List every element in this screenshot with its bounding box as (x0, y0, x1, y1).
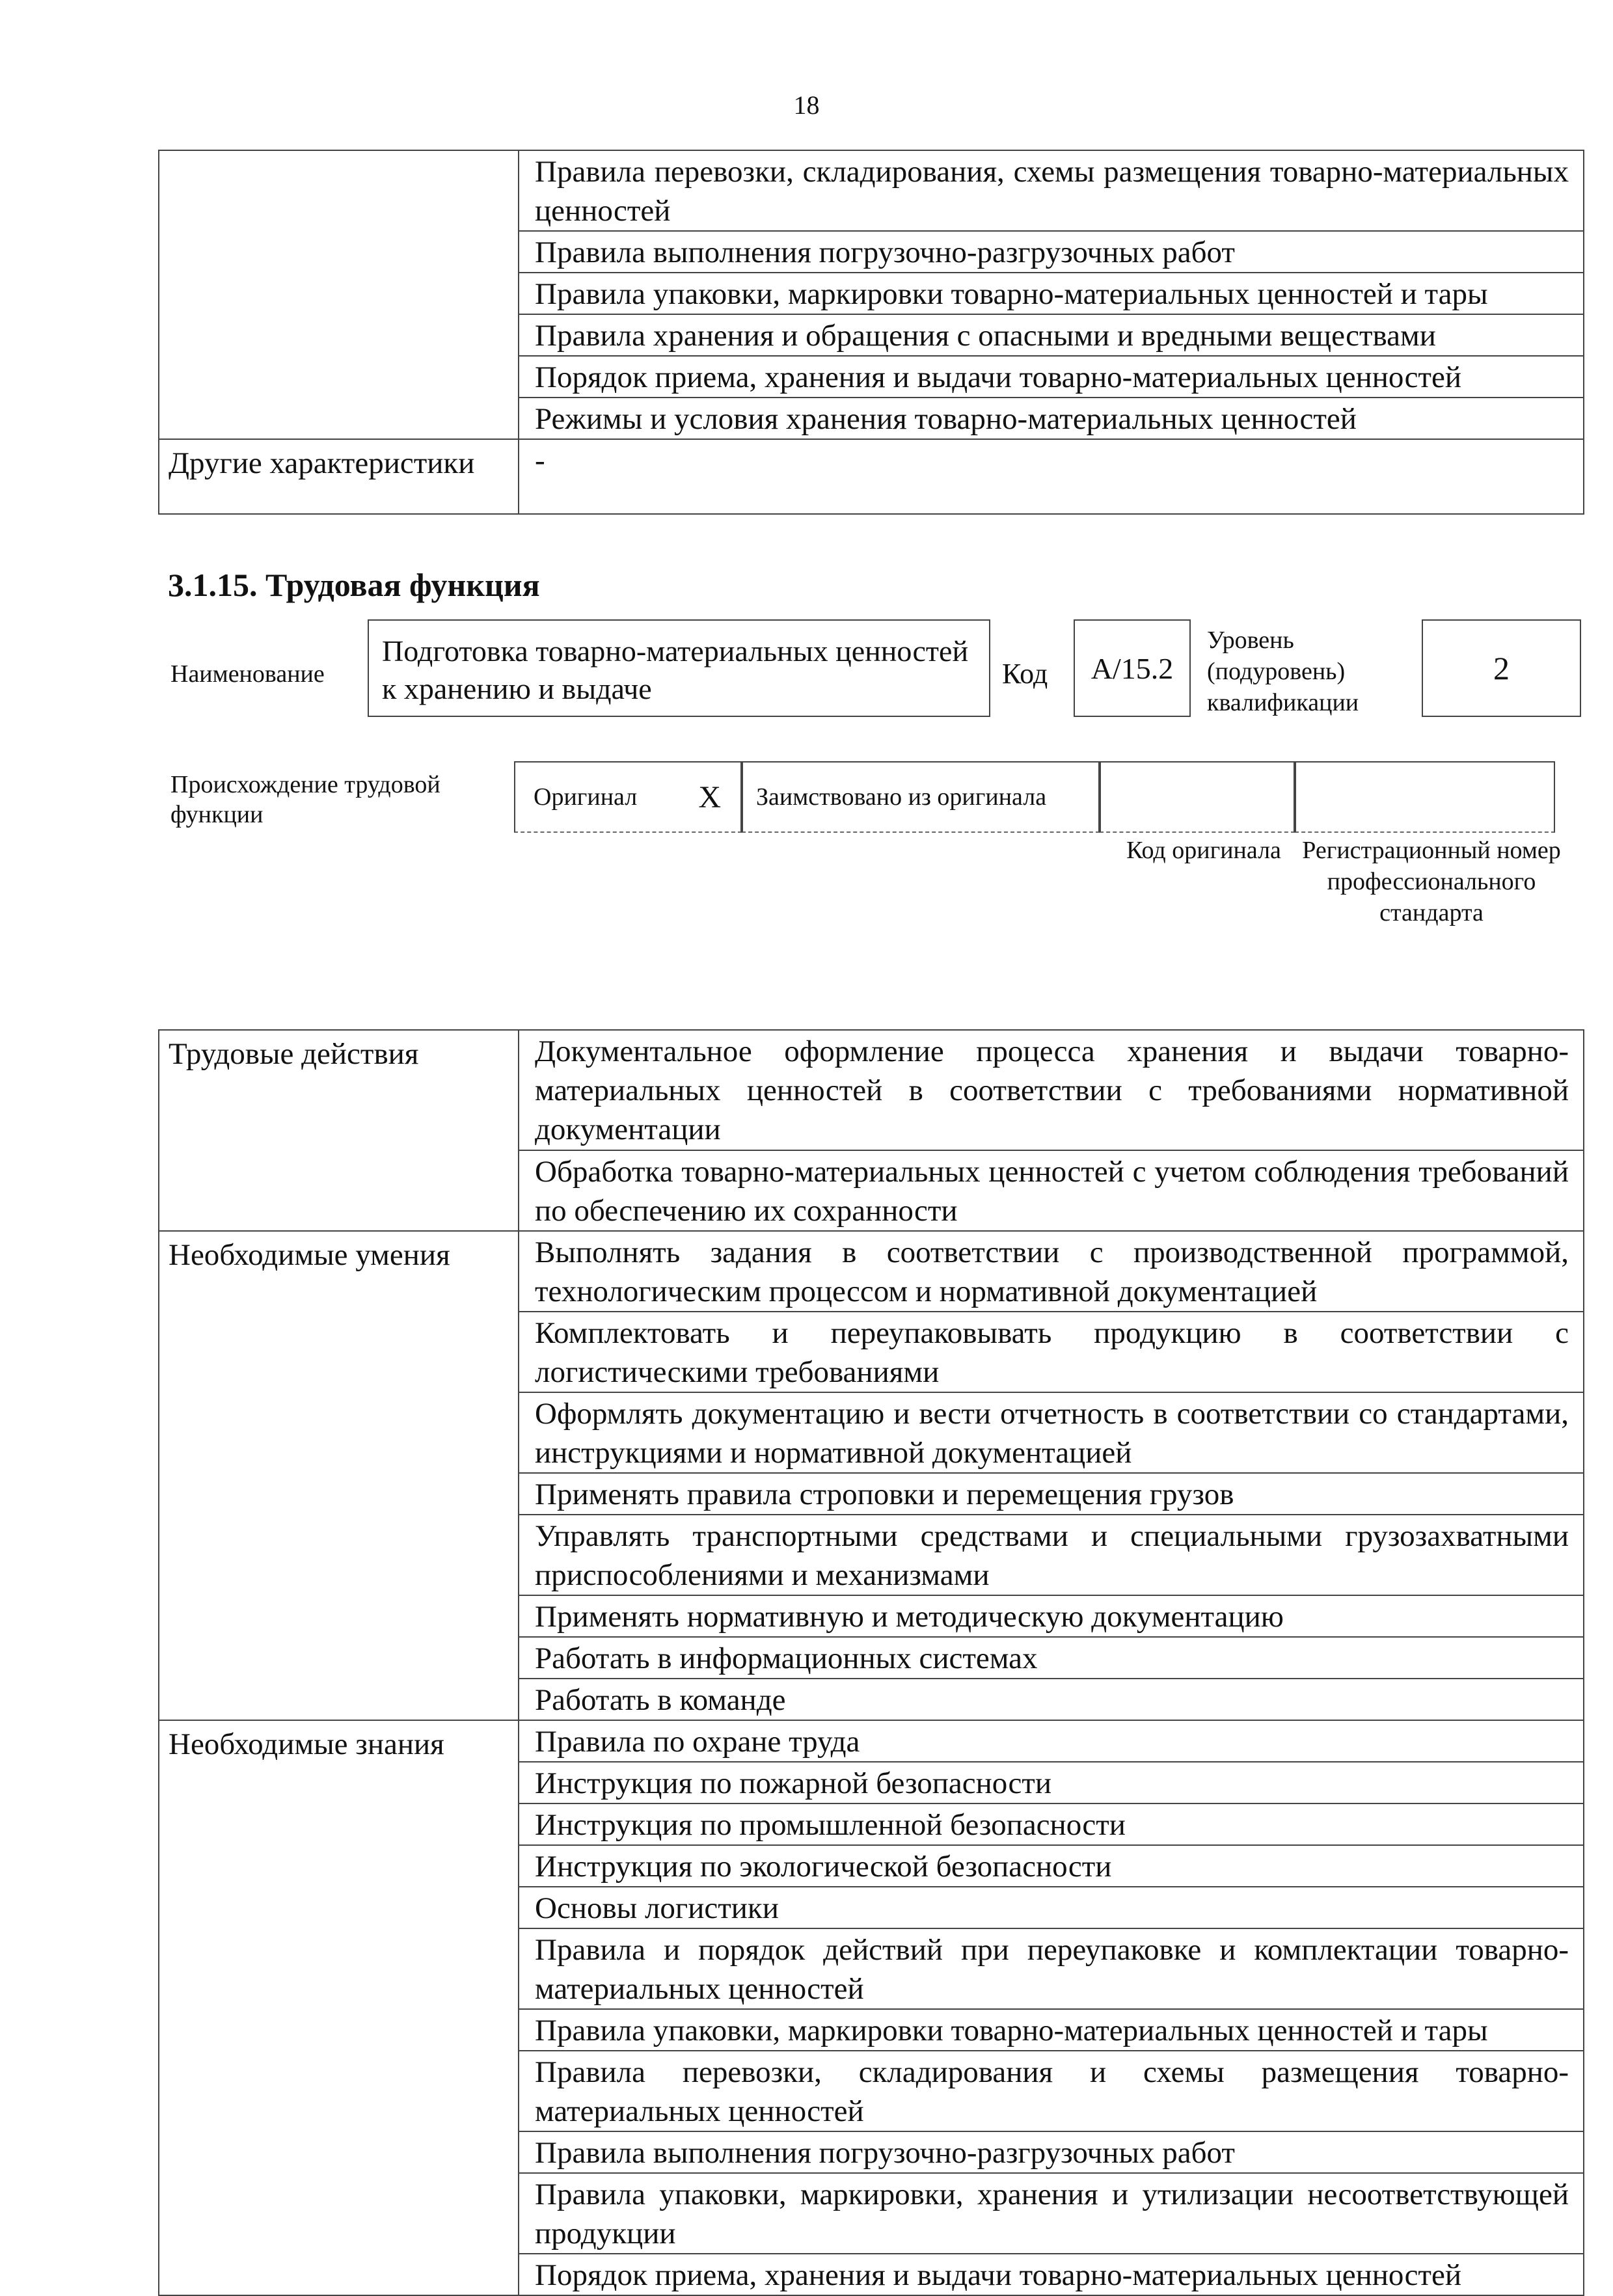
skills-label: Необходимые умения (159, 1231, 519, 1720)
actions-label: Трудовые действия (159, 1030, 519, 1231)
table-row: Правила выполнения погрузочно-разгрузочных работ (519, 231, 1584, 273)
table-row: Правила перевозки, складирования и схемы размещения товарно-материальных ценностей (519, 2051, 1584, 2131)
code-original-caption: Код оригинала (1126, 837, 1281, 864)
original-mark: X (698, 779, 721, 815)
table-row: Основы логистики (519, 1887, 1584, 1928)
code-label: Код (1002, 658, 1048, 690)
table-row: Управлять транспортными средствами и специальными грузозахватными приспособлениями и механизмами (519, 1515, 1584, 1595)
table-row: Инструкция по пожарной безопасности (519, 1762, 1584, 1803)
origin-row (514, 761, 1555, 833)
table-row: Режимы и условия хранения товарно-материальных ценностей (519, 398, 1584, 439)
origin-label: Происхождение трудовой функции (170, 771, 441, 828)
table-row: Работать в команде (519, 1679, 1584, 1720)
table-row: Применять правила строповки и перемещения грузов (519, 1473, 1584, 1515)
table-row: Обработка товарно-материальных ценностей с учетом соблюдения требований по обеспечению их сохранности (519, 1150, 1584, 1231)
table-row: Порядок приема, хранения и выдачи товарно-материальных ценностей (519, 356, 1584, 398)
registration-number-cell (1295, 761, 1555, 833)
knowledge-label: Необходимые знания (159, 1720, 519, 2295)
continuation-table (158, 150, 1584, 515)
section-heading: 3.1.15. Трудовая функция (168, 567, 540, 603)
table-row: Документальное оформление процесса хранения и выдачи товарно-материальных ценностей в соответствии с требованиями нормативной документации (519, 1030, 1584, 1150)
level-value-box: 2 (1422, 619, 1581, 717)
table-row: Правила выполнения погрузочно-разгрузочных работ (519, 2131, 1584, 2173)
page-number: 18 (793, 90, 820, 120)
table-row: Правила хранения и обращения с опасными и вредными веществами (519, 314, 1584, 356)
empty-label-cell (159, 150, 519, 439)
table-row: Работать в информационных системах (519, 1637, 1584, 1679)
table-row: Порядок приема, хранения и выдачи товарно-материальных ценностей (519, 2254, 1584, 2295)
original-code-cell (1100, 761, 1295, 833)
level-label: Уровень (подуровень) квалификации (1207, 627, 1359, 716)
table-row: Правила по охране труда (519, 1720, 1584, 1762)
function-table (158, 1029, 1584, 2296)
table-row: Правила упаковки, маркировки товарно-материальных ценностей и тары (519, 2009, 1584, 2051)
registration-caption: Регистрационный номер профессионального стандарта (1302, 837, 1561, 926)
function-name-box: Подготовка товарно-материальных ценностей к хранению и выдаче (368, 619, 990, 717)
other-characteristics-value: - (519, 439, 1584, 514)
table-row: Применять нормативную и методическую документацию (519, 1595, 1584, 1637)
table-row: Оформлять документацию и вести отчетность в соответствии со стандартами, инструкциями и нормативной документацией (519, 1392, 1584, 1473)
table-row: Инструкция по экологической безопасности (519, 1845, 1584, 1887)
original-cell (514, 761, 742, 833)
borrowed-cell: Заимствовано из оригинала (742, 761, 1100, 833)
table-row: Правила перевозки, складирования, схемы размещения товарно-материальных ценностей (519, 150, 1584, 231)
table-row: Выполнять задания в соответствии с производственной программой, технологическим процессом и нормативной документацией (519, 1231, 1584, 1312)
table-row: Правила упаковки, маркировки товарно-материальных ценностей и тары (519, 273, 1584, 314)
other-characteristics-label: Другие характеристики (159, 439, 519, 514)
name-label: Наименование (170, 660, 325, 688)
original-label: Оригинал (534, 783, 638, 811)
table-row: Правила и порядок действий при переупаковке и комплектации товарно-материальных ценностей (519, 1928, 1584, 2009)
code-value-box: A/15.2 (1074, 619, 1191, 717)
table-row: Инструкция по промышленной безопасности (519, 1803, 1584, 1845)
table-row: Правила упаковки, маркировки, хранения и утилизации несоответствующей продукции (519, 2173, 1584, 2254)
table-row: Комплектовать и переупаковывать продукцию в соответствии с логистическими требованиями (519, 1312, 1584, 1392)
